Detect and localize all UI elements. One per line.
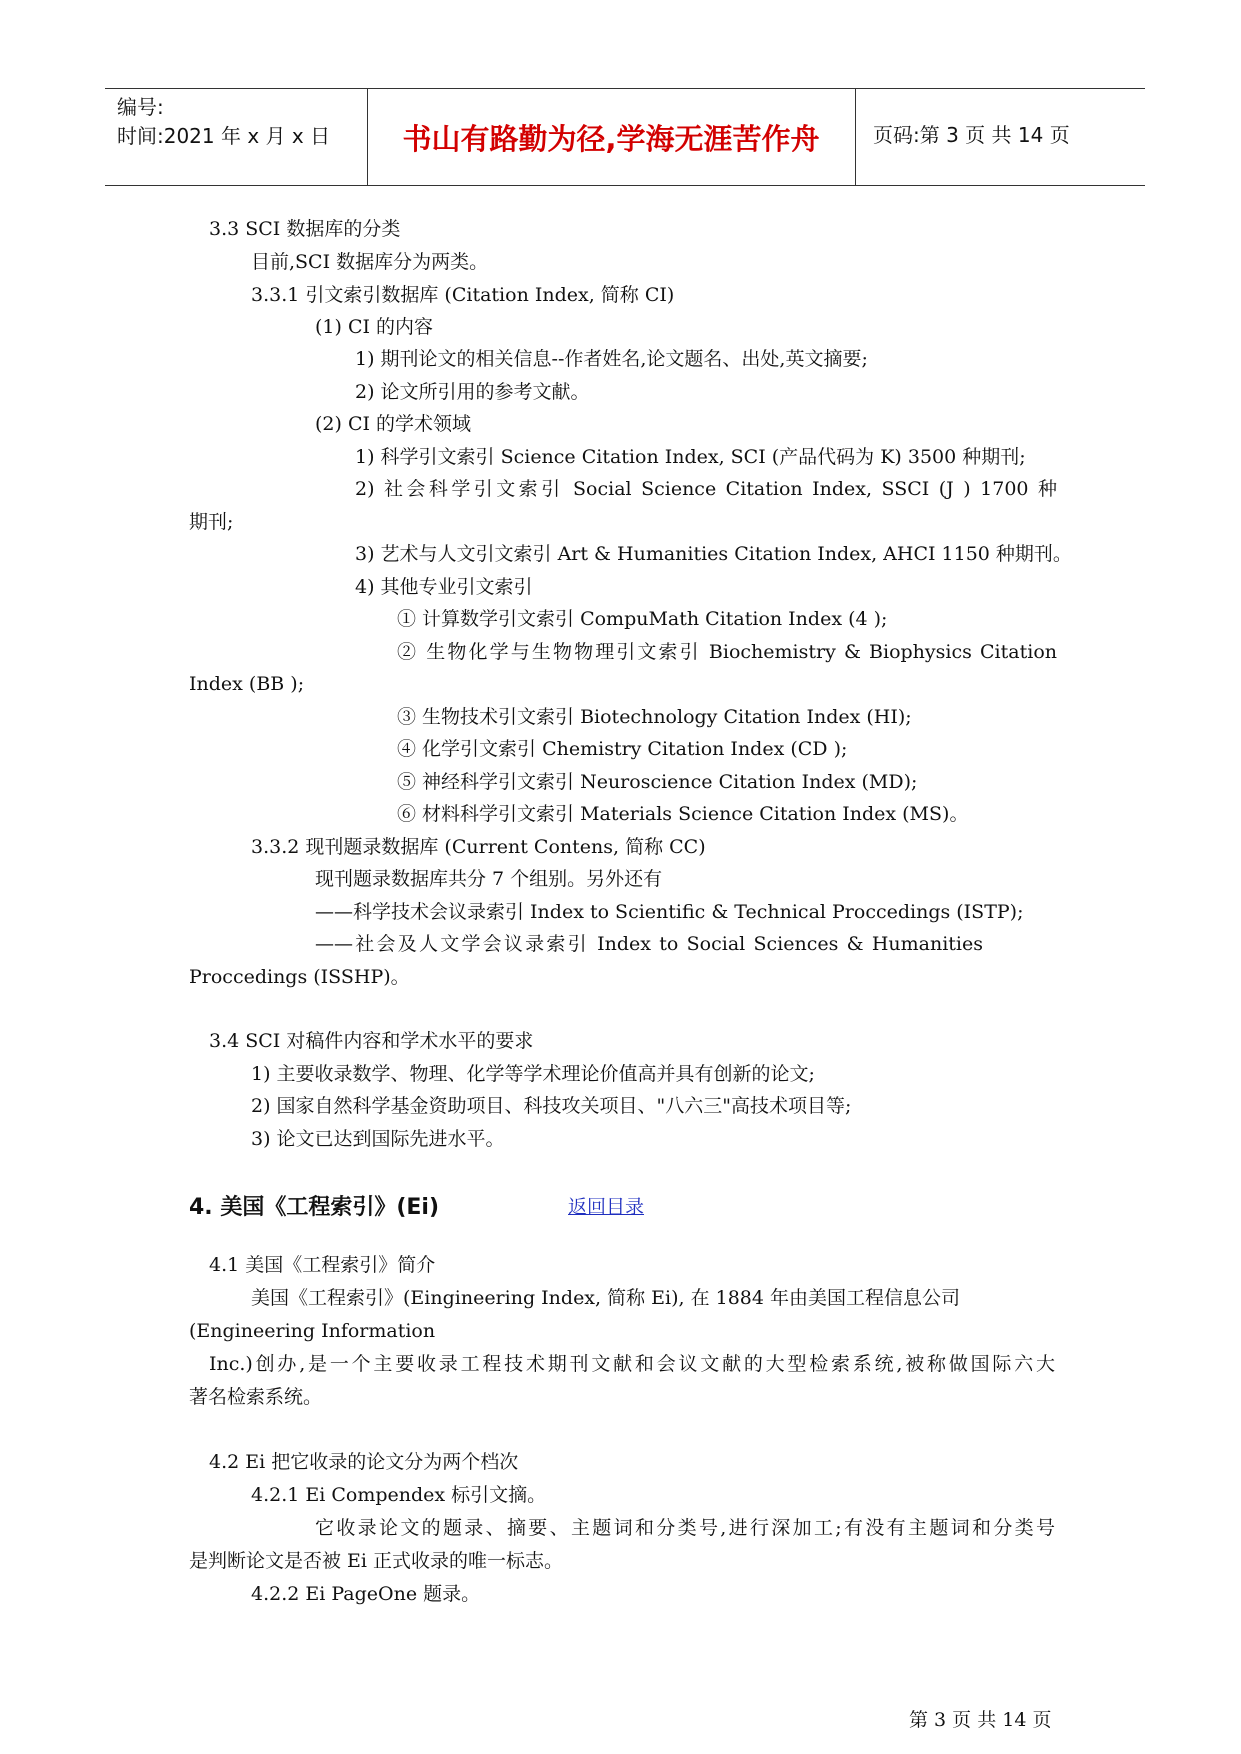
list-item: 2) 国家自然科学基金资助项目、科技攻关项目、"八六三"高技术项目等; bbox=[251, 1095, 852, 1117]
list-item: ——科学技术会议录索引 Index to Scientific & Technical Proccedings (ISTP); bbox=[315, 901, 1024, 923]
list-item: ——社会及人文学会议录索引 Index to Social Sciences & Humanities bbox=[315, 933, 983, 955]
list-item: 1) 期刊论文的相关信息--作者姓名,论文题名、出处,英文摘要; bbox=[355, 348, 868, 370]
sub-list-item: ⑤ 神经科学引文索引 Neuroscience Citation Index (MD); bbox=[397, 771, 918, 793]
sub-list-item: ⑥ 材料科学引文索引 Materials Science Citation Index (MS)。 bbox=[397, 803, 969, 825]
heading-4-2: 4.2 Ei 把它收录的论文分为两个档次 bbox=[209, 1451, 519, 1473]
paragraph: 著名检索系统。 bbox=[189, 1386, 323, 1408]
heading-4-1: 4.1 美国《工程索引》简介 bbox=[209, 1254, 436, 1276]
paragraph: Inc.)创办,是一个主要收录工程技术期刊文献和会议文献的大型检索系统,被称做国际六大 bbox=[209, 1353, 1055, 1375]
sub-list-item: ④ 化学引文索引 Chemistry Citation Index (CD ); bbox=[397, 738, 848, 760]
heading-3-3: 3.3 SCI 数据库的分类 bbox=[209, 218, 401, 240]
header-number-label: 编号: bbox=[117, 95, 164, 119]
section-4-title: 4. 美国《工程索引》(Ei) bbox=[189, 1195, 440, 1220]
paragraph: 它收录论文的题录、摘要、主题词和分类号,进行深加工;有没有主题词和分类号 bbox=[315, 1517, 1055, 1539]
header-time-label: 时间:2021 年 x 月 x 日 bbox=[117, 124, 331, 148]
back-to-toc-link[interactable]: 返回目录 bbox=[568, 1196, 645, 1218]
list-item: 1) 主要收录数学、物理、化学等学术理论价值高并具有创新的论文; bbox=[251, 1063, 815, 1085]
header-page-label: 页码:第 3 页 共 14 页 bbox=[873, 123, 1070, 147]
list-item-continuation: Proccedings (ISSHP)。 bbox=[189, 966, 410, 988]
list-item: 2) 论文所引用的参考文献。 bbox=[355, 381, 590, 403]
heading-3-3-2: 3.3.2 现刊题录数据库 (Current Contens, 简称 CC) bbox=[251, 836, 706, 858]
heading-3-3-1: 3.3.1 引文索引数据库 (Citation Index, 简称 CI) bbox=[251, 284, 675, 306]
header-left bbox=[117, 93, 330, 151]
list-item: 3) 艺术与人文引文索引 Art & Humanities Citation Index, AHCI 1150 种期刊。 bbox=[355, 543, 1072, 565]
sub-list-item-continuation: Index (BB ); bbox=[189, 673, 305, 695]
paragraph: 目前,SCI 数据库分为两类。 bbox=[251, 251, 489, 273]
page-header bbox=[105, 88, 1145, 186]
sub-list-item: ① 计算数学引文索引 CompuMath Citation Index (4 ); bbox=[397, 608, 888, 630]
header-divider bbox=[855, 89, 856, 185]
sub-list-item: ② 生物化学与生物物理引文索引 Biochemistry & Biophysics Citation bbox=[397, 641, 1057, 663]
heading-3-4: 3.4 SCI 对稿件内容和学术水平的要求 bbox=[209, 1030, 534, 1052]
list-heading: (1) CI 的内容 bbox=[315, 316, 434, 338]
list-item: 3) 论文已达到国际先进水平。 bbox=[251, 1128, 505, 1150]
heading-4-2-2: 4.2.2 Ei PageOne 题录。 bbox=[251, 1583, 481, 1605]
paragraph: 是判断论文是否被 Ei 正式收录的唯一标志。 bbox=[189, 1550, 564, 1572]
list-heading: (2) CI 的学术领域 bbox=[315, 413, 472, 435]
heading-4-2-1: 4.2.1 Ei Compendex 标引文摘。 bbox=[251, 1484, 547, 1506]
list-item: 2) 社会科学引文索引 Social Science Citation Index, SSCI (J ) 1700 种 bbox=[355, 478, 1057, 500]
page-footer: 第 3 页 共 14 页 bbox=[909, 1709, 1052, 1731]
paragraph: 美国《工程索引》(Eingineering Index, 简称 Ei), 在 1884 年由美国工程信息公司 bbox=[251, 1287, 961, 1309]
paragraph: 现刊题录数据库共分 7 个组别。另外还有 bbox=[315, 868, 663, 890]
list-item: 4) 其他专业引文索引 bbox=[355, 576, 533, 598]
list-item-continuation: 期刊; bbox=[189, 511, 234, 533]
header-motto: 书山有路勤为径,学海无涯苦作舟 bbox=[402, 121, 820, 156]
sub-list-item: ③ 生物技术引文索引 Biotechnology Citation Index (HI); bbox=[397, 706, 912, 728]
list-item: 1) 科学引文索引 Science Citation Index, SCI (产品代码为 K) 3500 种期刊; bbox=[355, 446, 1026, 468]
paragraph: (Engineering Information bbox=[189, 1320, 436, 1342]
